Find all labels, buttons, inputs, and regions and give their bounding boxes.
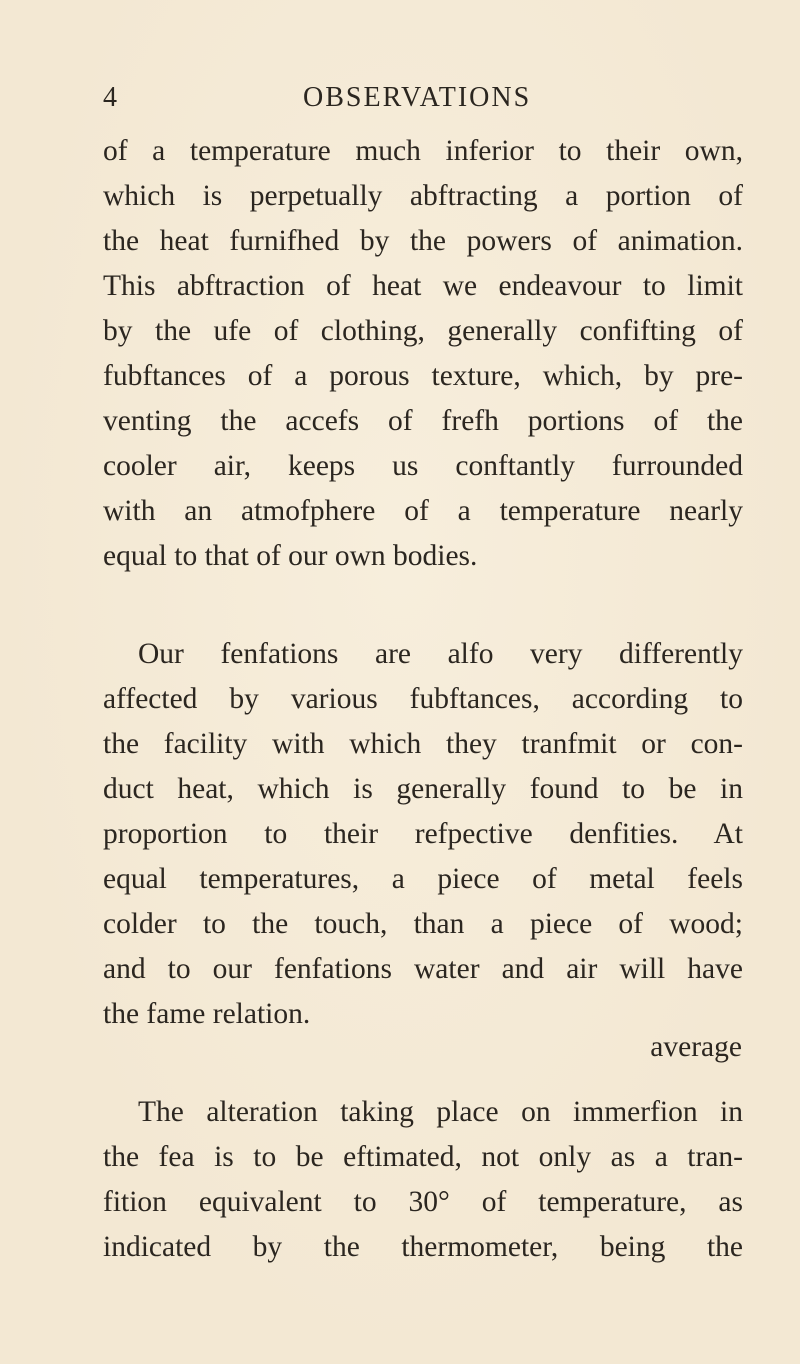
text-line: Our fenfations are alfo very differently bbox=[138, 638, 743, 670]
text-line: fubftances of a porous texture, which, by pre- bbox=[103, 360, 743, 392]
text-line: This abftraction of heat we endeavour to limit bbox=[103, 270, 743, 302]
body-text bbox=[103, 129, 743, 1270]
text-line: The alteration taking place on immerfion in bbox=[138, 1096, 743, 1128]
text-line: the heat furnifhed by the powers of animation. bbox=[103, 225, 743, 257]
paragraph-1 bbox=[103, 129, 743, 579]
text-line: duct heat, which is generally found to be in bbox=[103, 773, 743, 805]
text-line: equal temperatures, a piece of metal feels bbox=[103, 863, 743, 895]
page-number: 4 bbox=[103, 82, 117, 113]
text-line: indicated by the thermometer, being the bbox=[103, 1231, 743, 1263]
catchword: average bbox=[650, 1031, 742, 1063]
text-line: equal to that of our own bodies. bbox=[103, 540, 478, 572]
page-header bbox=[103, 82, 743, 126]
paragraph-3 bbox=[103, 1090, 743, 1270]
running-head: OBSERVATIONS bbox=[303, 82, 532, 113]
text-line: colder to the touch, than a piece of wood; bbox=[103, 908, 743, 940]
text-line: and to our fenfations water and air will have bbox=[103, 953, 743, 985]
text-line: the fea is to be eftimated, not only as a tran- bbox=[103, 1141, 743, 1173]
text-line: the facility with which they tranfmit or con- bbox=[103, 728, 743, 760]
text-line: which is perpetually abftracting a portion of bbox=[103, 180, 743, 212]
paragraph-spacer bbox=[103, 579, 743, 632]
paragraph-spacer bbox=[103, 1037, 743, 1090]
paragraph-2 bbox=[103, 632, 743, 1037]
text-line: with an atmofphere of a temperature nearly bbox=[103, 495, 743, 527]
text-line: proportion to their refpective denfities. At bbox=[103, 818, 743, 850]
text-line: by the ufe of clothing, generally confifting of bbox=[103, 315, 743, 347]
text-line: fition equivalent to 30° of temperature, as bbox=[103, 1186, 743, 1218]
text-line: of a temperature much inferior to their own, bbox=[103, 135, 743, 167]
text-line: venting the accefs of frefh portions of the bbox=[103, 405, 743, 437]
text-line: the fame relation. bbox=[103, 998, 311, 1030]
text-line: cooler air, keeps us conftantly furrounded bbox=[103, 450, 743, 482]
text-line: affected by various fubftances, according to bbox=[103, 683, 743, 715]
